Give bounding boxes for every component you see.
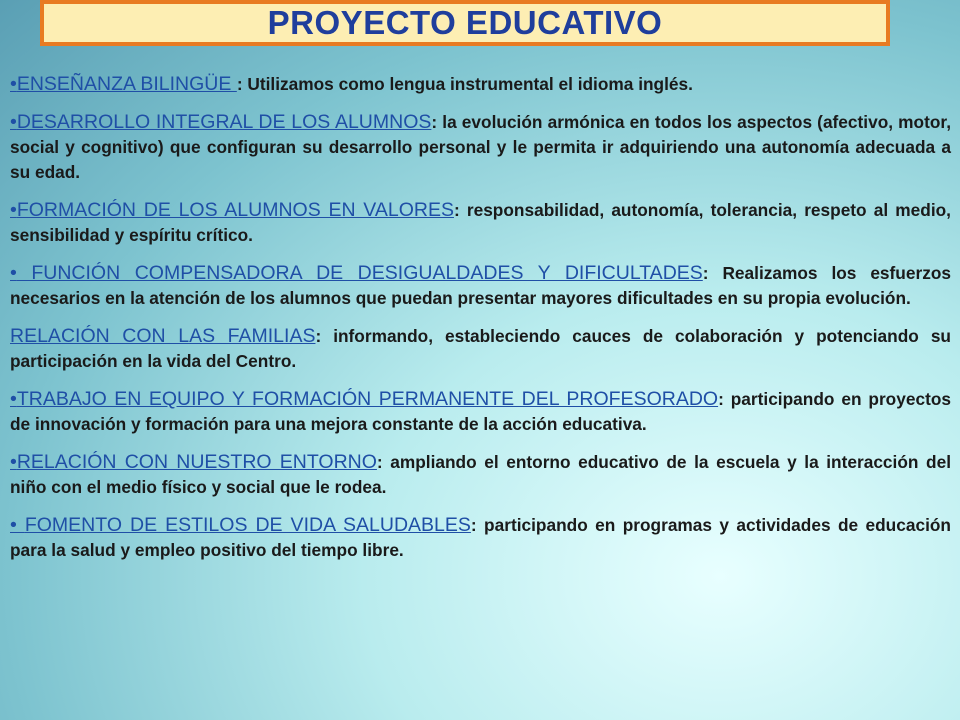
- item-text: : ampliando el entorno educativo de la escuela y la interacción del niño con el medio físico y social que le rodea.: [10, 452, 951, 497]
- bullet-mark: •: [10, 73, 17, 95]
- item-text: : la evolución armónica en todos los aspectos (afectivo, motor, social y cognitivo) que configuran su desarrollo personal y le permita ir adquiriendo una autonomía adecuada a su edad.: [10, 112, 951, 182]
- list-item-integral-development: [10, 110, 951, 185]
- item-text: : informando, estableciendo cauces de colaboración y potenciando su participación en la vida del Centro.: [10, 326, 951, 371]
- list-item-healthy-lifestyles: [10, 513, 951, 563]
- item-heading: RELACIÓN CON LAS FAMILIAS: [10, 325, 316, 347]
- bullet-mark: •: [10, 111, 17, 133]
- item-text: : Realizamos los esfuerzos necesarios en la atención de los alumnos que puedan presentar mayores dificultades en su propia evolución.: [10, 263, 951, 308]
- list-item-values: [10, 198, 951, 248]
- bullet-list: [10, 72, 951, 576]
- item-heading: DESARROLLO INTEGRAL DE LOS ALUMNOS: [16, 111, 432, 133]
- item-text: : responsabilidad, autonomía, tolerancia, respeto al medio, sensibilidad y espíritu crítico.: [10, 200, 951, 245]
- item-text: : Utilizamos como lengua instrumental el idioma inglés.: [236, 74, 693, 94]
- list-item-bilingual: [10, 72, 951, 97]
- title-box: [40, 0, 890, 46]
- list-item-environment: [10, 450, 951, 500]
- list-item-teamwork: [10, 387, 951, 437]
- item-heading: RELACIÓN CON NUESTRO ENTORNO: [16, 451, 377, 473]
- list-item-families: [10, 324, 951, 374]
- bullet-mark: •: [10, 514, 25, 536]
- item-heading: ENSEÑANZA BILINGÜE: [16, 73, 237, 95]
- item-heading: FUNCIÓN COMPENSADORA DE DESIGUALDADES Y DIFICULTADES: [16, 262, 703, 284]
- bullet-mark: •: [10, 388, 17, 410]
- page-title: PROYECTO EDUCATIVO: [267, 4, 663, 41]
- item-heading: FOMENTO DE ESTILOS DE VIDA SALUDABLES: [24, 514, 471, 536]
- item-heading: TRABAJO EN EQUIPO Y FORMACIÓN PERMANENTE DEL PROFESORADO: [16, 388, 719, 410]
- item-heading: FORMACIÓN DE LOS ALUMNOS EN VALORES: [16, 199, 454, 221]
- list-item-compensation: [10, 261, 951, 311]
- bullet-mark: •: [10, 199, 17, 221]
- bullet-mark: •: [10, 262, 17, 284]
- bullet-mark: •: [10, 451, 17, 473]
- item-text: : participando en proyectos de innovación y formación para una mejora constante de la acción educativa.: [10, 389, 951, 434]
- item-text: : participando en programas y actividades de educación para la salud y empleo positivo del tiempo libre.: [10, 515, 951, 560]
